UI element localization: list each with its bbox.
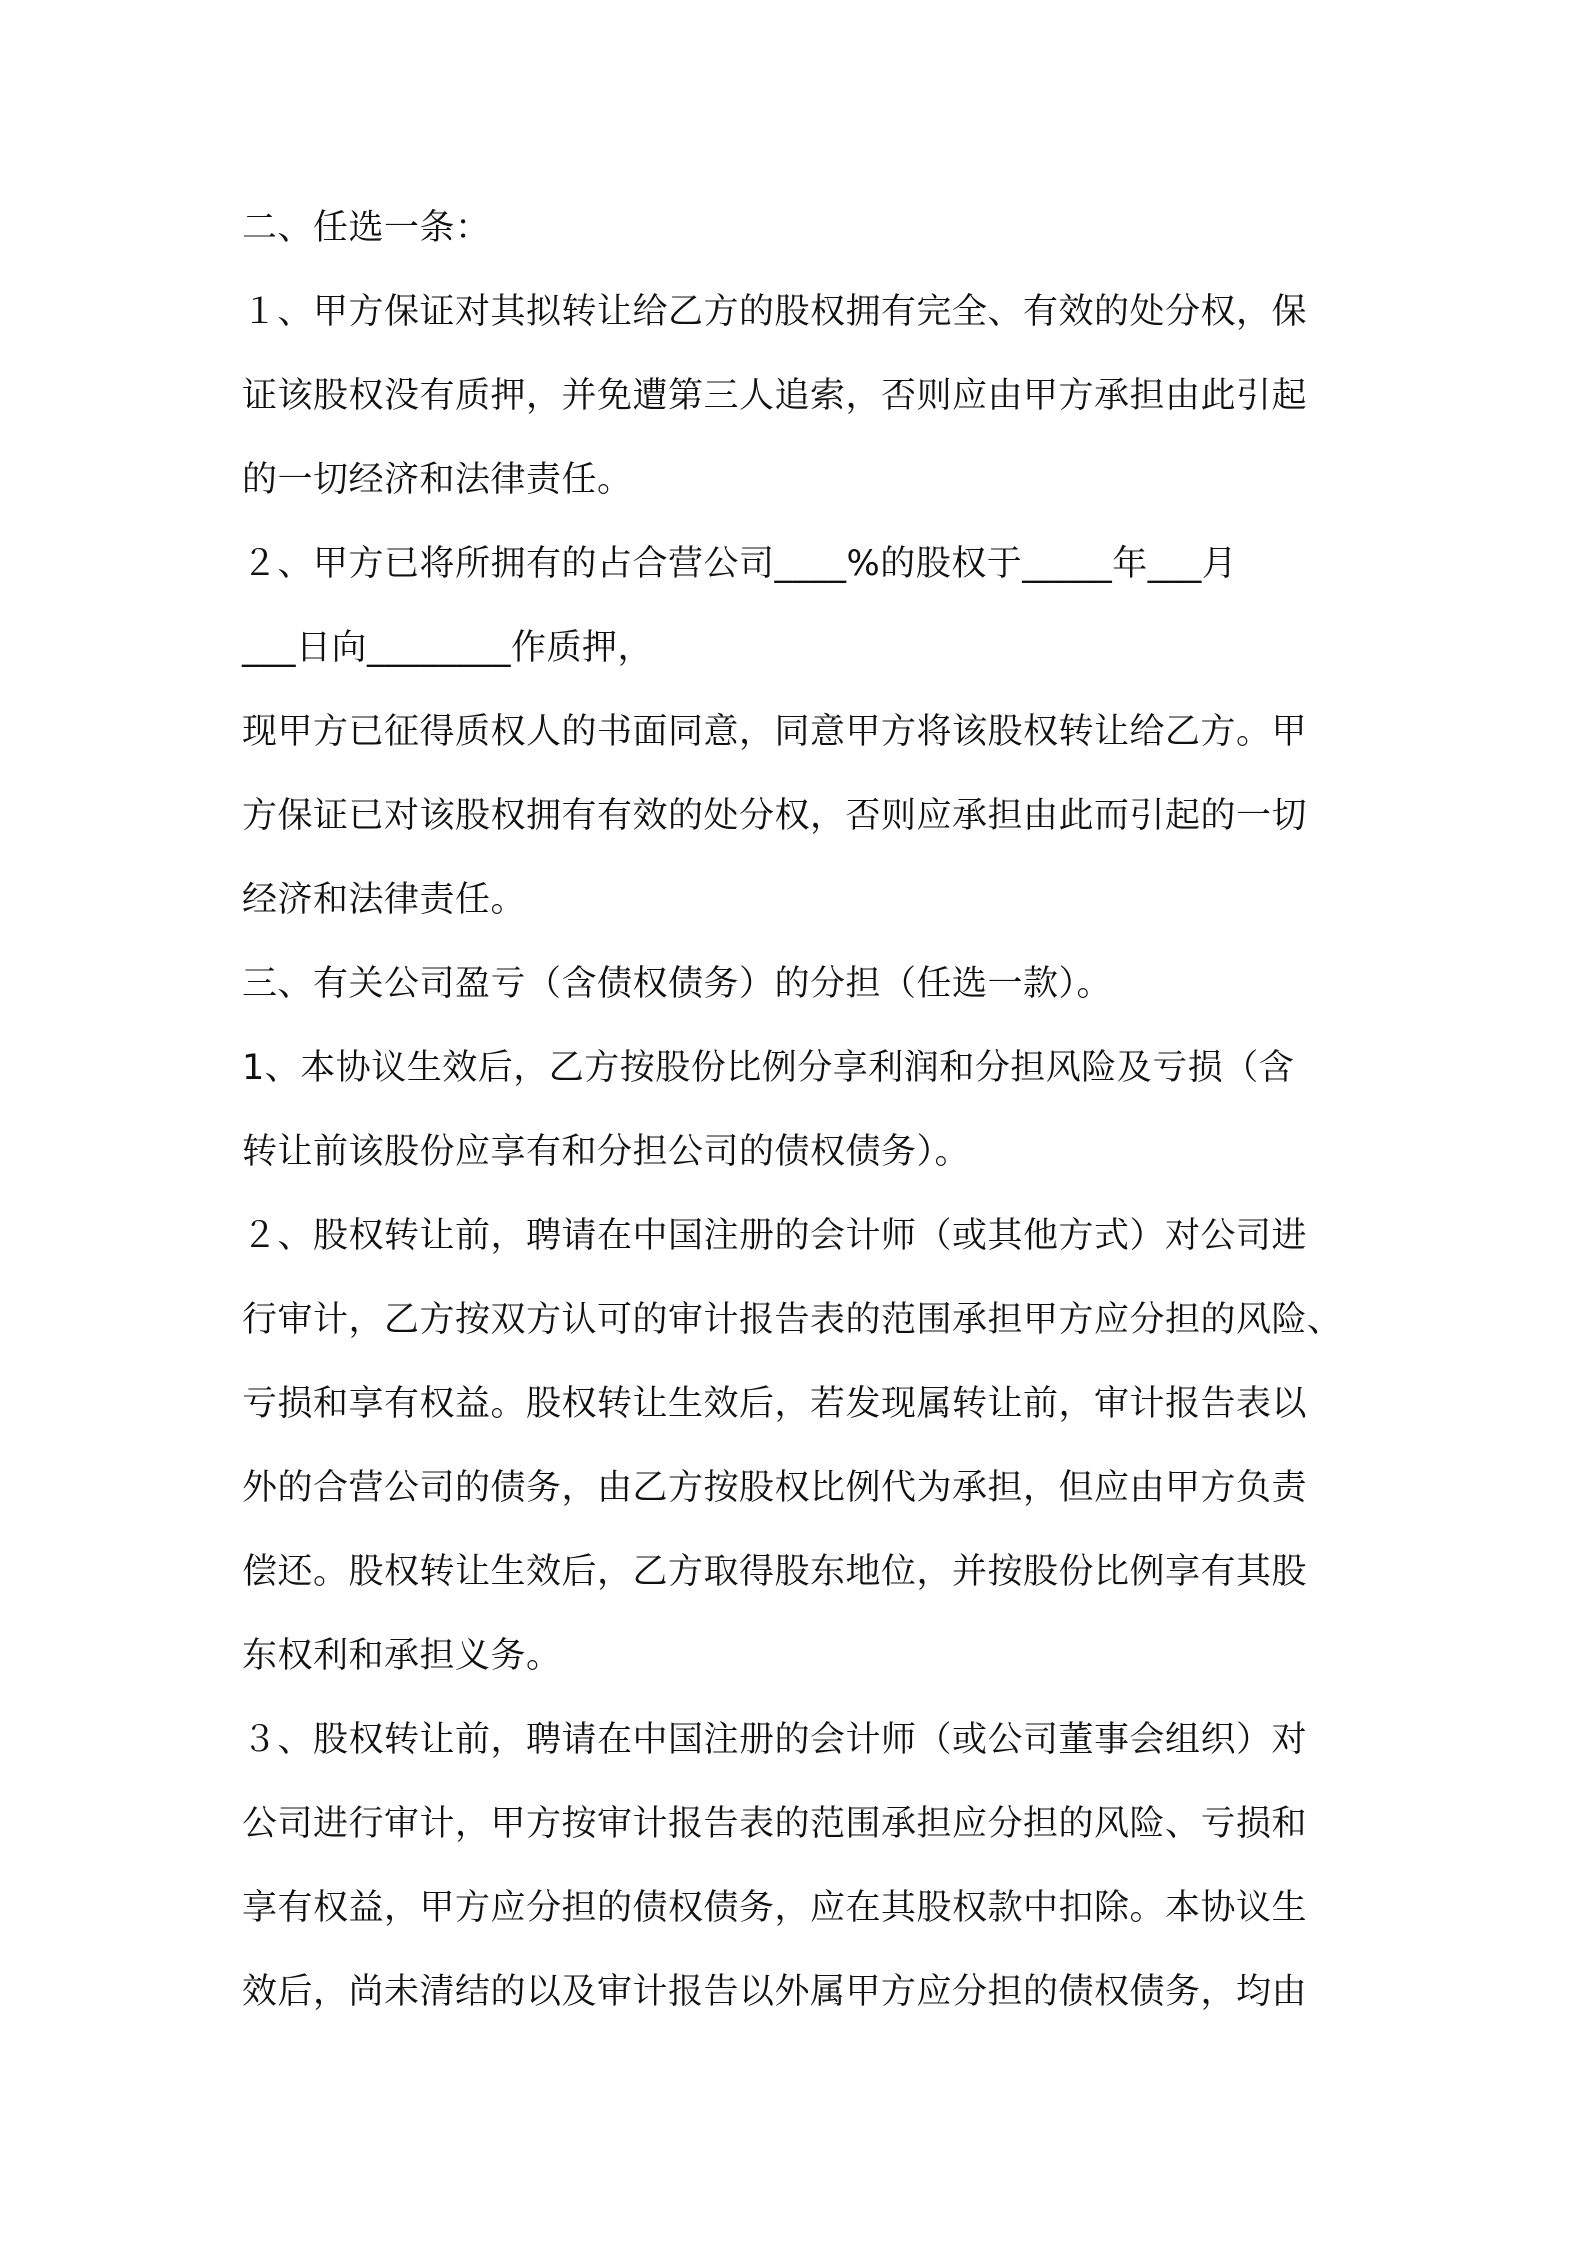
paragraph-line: 的一切经济和法律责任。 xyxy=(242,460,633,500)
section-heading-3: 三、有关公司盈亏（含债权债务）的分担（任选一款）。 xyxy=(242,964,1113,1004)
paragraph-line: 现甲方已征得质权人的书面同意，同意甲方将该股权转让给乙方。甲 xyxy=(242,712,1308,752)
paragraph-line: ２、股权转让前，聘请在中国注册的会计师（或其他方式）对公司进 xyxy=(242,1216,1308,1256)
paragraph-line: 公司进行审计，甲方按审计报告表的范围承担应分担的风险、亏损和 xyxy=(242,1804,1308,1844)
paragraph-line: 享有权益，甲方应分担的债权债务，应在其股权款中扣除。本协议生 xyxy=(242,1888,1308,1928)
paragraph-line: ___日向________作质押， xyxy=(242,628,654,668)
paragraph-line: 转让前该股份应享有和分担公司的债权债务）。 xyxy=(242,1132,971,1172)
paragraph-line: 经济和法律责任。 xyxy=(242,880,527,920)
paragraph-line: 行审计，乙方按双方认可的审计报告表的范围承担甲方应分担的风险、 xyxy=(242,1300,1343,1340)
paragraph-line: 亏损和享有权益。股权转让生效后，若发现属转让前，审计报告表以 xyxy=(242,1384,1308,1424)
paragraph-line: ３、股权转让前，聘请在中国注册的会计师（或公司董事会组织）对 xyxy=(242,1720,1308,1760)
paragraph-line: 1、本协议生效后，乙方按股份比例分享利润和分担风险及亏损（含 xyxy=(242,1048,1295,1088)
paragraph-line: 证该股权没有质押，并免遭第三人追索，否则应由甲方承担由此引起 xyxy=(242,376,1308,416)
paragraph-line: 效后，尚未清结的以及审计报告以外属甲方应分担的债权债务，均由 xyxy=(242,1972,1308,2012)
paragraph-line: 东权利和承担义务。 xyxy=(242,1636,562,1676)
section-heading-2: 二、任选一条： xyxy=(242,208,491,248)
paragraph-line: １、甲方保证对其拟转让给乙方的股权拥有完全、有效的处分权，保 xyxy=(242,292,1308,332)
paragraph-line: 偿还。股权转让生效后，乙方取得股东地位，并按股份比例享有其股 xyxy=(242,1552,1308,1592)
paragraph-line: 外的合营公司的债务，由乙方按股权比例代为承担，但应由甲方负责 xyxy=(242,1468,1308,1508)
paragraph-line: 方保证已对该股权拥有有效的处分权，否则应承担由此而引起的一切 xyxy=(242,796,1308,836)
paragraph-line: ２、甲方已将所拥有的占合营公司____%的股权于_____年___月 xyxy=(242,544,1238,584)
